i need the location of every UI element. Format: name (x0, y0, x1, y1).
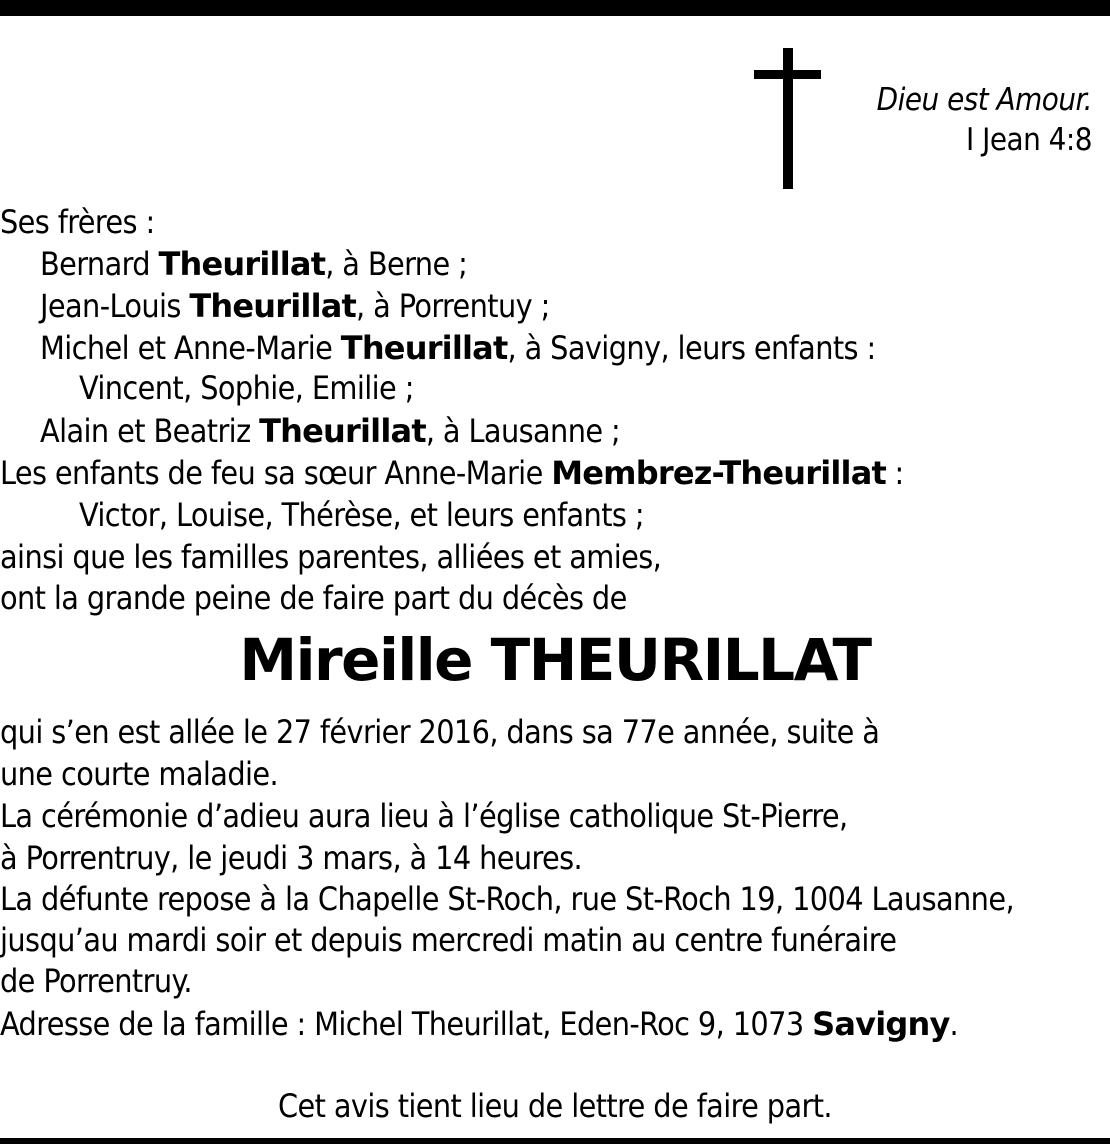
announcement-line: ont la grande peine de faire part du décès de (0, 579, 627, 617)
details-line: une courte maladie. (0, 755, 279, 793)
family-line: Jean-Louis Theurillat, à Porrentuy ; (40, 287, 550, 325)
bottom-border (0, 1138, 1110, 1144)
bible-verse (877, 80, 1092, 160)
verse-quote: Dieu est Amour. (876, 82, 1092, 118)
deceased-name: Mireille THEURILLAT (239, 626, 871, 694)
details-line: La défunte repose à la Chapelle St-Roch, rue St-Roch 19, 1004 Lausanne, (0, 880, 1014, 918)
family-line: Les enfants de feu sa sœur Anne-Marie Membrez-Theurillat : (0, 454, 904, 492)
family-line: Bernard Theurillat, à Berne ; (40, 245, 468, 283)
family-line: Alain et Beatriz Theurillat, à Lausanne ; (40, 412, 621, 450)
family-children-line: Victor, Louise, Thérèse, et leurs enfants ; (79, 496, 644, 534)
family-line: Michel et Anne-Marie Theurillat, à Savigny, leurs enfants : (40, 329, 876, 367)
details-line: à Porrentruy, le jeudi 3 mars, à 14 heures. (0, 839, 583, 877)
family-children-line: Vincent, Sophie, Emilie ; (79, 369, 414, 407)
details-line: qui s’en est allée le 27 février 2016, dans sa 77e année, suite à (0, 713, 880, 751)
details-line: La cérémonie d’adieu aura lieu à l’église catholique St-Pierre, (0, 797, 848, 835)
details-line: de Porrentruy. (0, 962, 192, 1000)
family-address: Adresse de la famille : Michel Theurillat, Eden-Roc 9, 1073 Savigny. (0, 1005, 959, 1043)
details-line: jusqu’au mardi soir et depuis mercredi matin au centre funéraire (0, 921, 897, 959)
verse-reference: I Jean 4:8 (966, 122, 1092, 158)
family-heading: Ses frères : (0, 203, 155, 241)
relatives-line: ainsi que les familles parentes, alliées et amies, (0, 538, 662, 576)
footer-note: Cet avis tient lieu de lettre de faire part. (278, 1087, 832, 1125)
top-border (0, 0, 1110, 16)
